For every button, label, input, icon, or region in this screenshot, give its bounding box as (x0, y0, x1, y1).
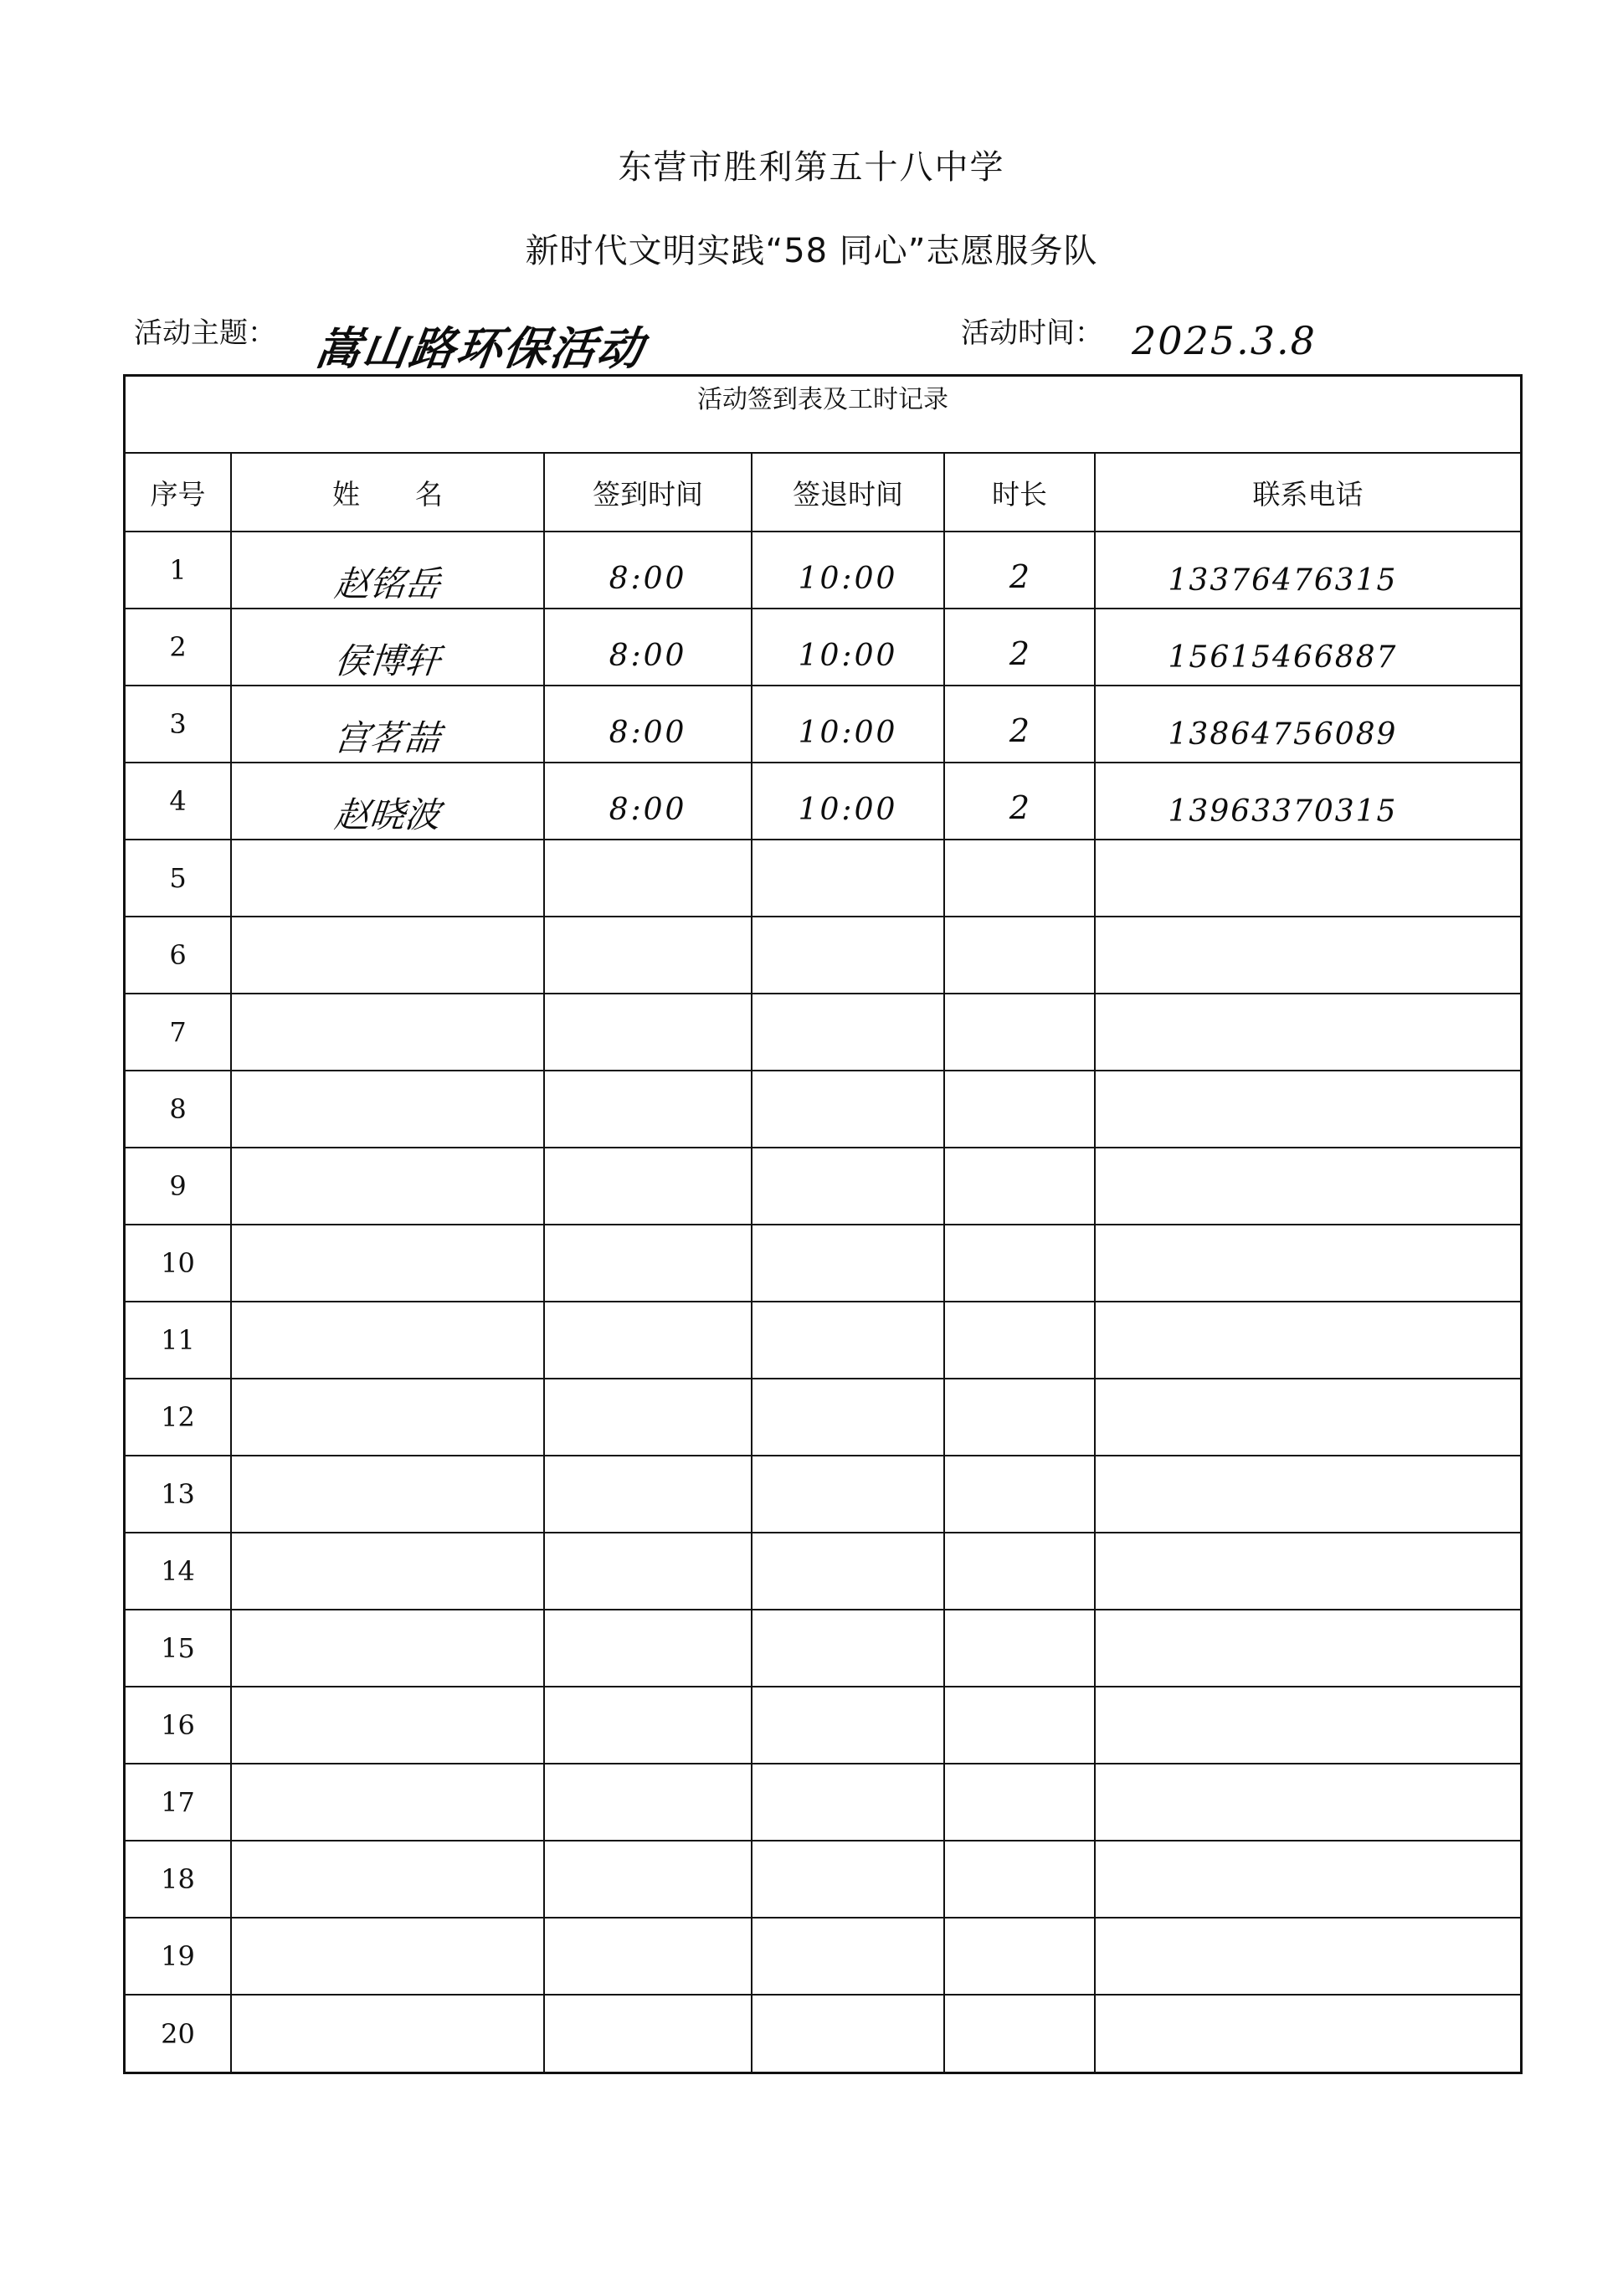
check-in-cell (544, 1533, 752, 1610)
sign-in-sheet (123, 374, 1523, 2074)
name-cell-text: 侯博轩 (332, 640, 443, 681)
check-in-cell (544, 1610, 752, 1687)
check-out-cell (752, 840, 944, 917)
row-number: 19 (126, 1918, 231, 1995)
table-body (126, 532, 1520, 2072)
header-no: 序号 (126, 454, 231, 532)
duration-cell-text: 2 (1009, 789, 1030, 826)
table-row (126, 994, 1520, 1071)
row-number: 16 (126, 1687, 231, 1764)
check-out-cell (752, 1687, 944, 1764)
time-value: 2025.3.8 (1132, 318, 1317, 363)
check-out-cell (752, 1533, 944, 1610)
check-in-cell (544, 840, 752, 917)
table-row (126, 532, 1520, 609)
table-row (126, 1379, 1520, 1456)
table-row (126, 1302, 1520, 1379)
phone-cell-text: 13864756089 (1168, 717, 1398, 752)
check-in-cell (544, 1764, 752, 1841)
name-cell (231, 1687, 544, 1764)
row-number: 2 (126, 609, 231, 686)
name-cell (231, 994, 544, 1071)
name-cell (231, 1918, 544, 1995)
name-cell (231, 1225, 544, 1302)
header-check-in: 签到时间 (544, 454, 752, 532)
check-in-cell (544, 1995, 752, 2072)
check-in-cell (544, 917, 752, 994)
team-title: 新时代文明实践“58 同心”志愿服务队 (525, 232, 1098, 270)
phone-cell (1095, 1764, 1520, 1841)
check-in-cell (544, 994, 752, 1071)
header-phone: 联系电话 (1095, 454, 1520, 532)
duration-cell (944, 840, 1095, 917)
phone-cell (1095, 1225, 1520, 1302)
table-row (126, 917, 1520, 994)
duration-cell (944, 1918, 1095, 1995)
name-cell-text: 赵铭岳 (332, 563, 443, 604)
duration-cell (944, 686, 1095, 763)
name-cell (231, 1379, 544, 1456)
topic-value: 嵩山路环保活动 (312, 321, 649, 375)
check-out-cell (752, 532, 944, 609)
phone-cell (1095, 917, 1520, 994)
duration-cell (944, 1764, 1095, 1841)
phone-cell (1095, 532, 1520, 609)
duration-cell (944, 532, 1095, 609)
duration-cell (944, 1379, 1095, 1456)
header-duration: 时长 (944, 454, 1095, 532)
sheet-caption: 活动签到表及工时记录 (126, 377, 1520, 454)
check-in-cell (544, 1071, 752, 1148)
check-out-cell (752, 1071, 944, 1148)
duration-cell (944, 917, 1095, 994)
row-number: 8 (126, 1071, 231, 1148)
duration-cell (944, 1302, 1095, 1379)
check-in-cell (544, 1225, 752, 1302)
duration-cell-text: 2 (1009, 712, 1030, 749)
table-row (126, 1456, 1520, 1533)
check-out-cell-text: 10:00 (798, 715, 898, 750)
table-row (126, 1841, 1520, 1918)
name-cell (231, 1610, 544, 1687)
row-number: 18 (126, 1841, 231, 1918)
check-in-cell (544, 532, 752, 609)
check-out-cell (752, 1841, 944, 1918)
check-out-cell (752, 917, 944, 994)
row-number: 9 (126, 1148, 231, 1225)
phone-cell (1095, 1610, 1520, 1687)
name-cell-text: 宫茗喆 (332, 717, 443, 758)
table-row (126, 840, 1520, 917)
header-check-out: 签退时间 (752, 454, 944, 532)
check-in-cell (544, 1456, 752, 1533)
check-out-cell (752, 1764, 944, 1841)
row-number: 12 (126, 1379, 231, 1456)
name-cell (231, 609, 544, 686)
check-in-cell-text: 8:00 (609, 638, 687, 673)
activity-meta (0, 310, 1623, 375)
check-in-cell (544, 1687, 752, 1764)
duration-cell-text: 2 (1009, 635, 1030, 672)
duration-cell (944, 1456, 1095, 1533)
check-out-cell (752, 609, 944, 686)
duration-cell (944, 1610, 1095, 1687)
row-number: 7 (126, 994, 231, 1071)
row-number: 13 (126, 1456, 231, 1533)
table-row (126, 1918, 1520, 1995)
duration-cell (944, 1225, 1095, 1302)
check-in-cell (544, 609, 752, 686)
check-out-cell (752, 1918, 944, 1995)
check-out-cell (752, 1456, 944, 1533)
check-in-cell (544, 1148, 752, 1225)
phone-cell (1095, 840, 1520, 917)
phone-cell-text: 15615466887 (1168, 639, 1398, 675)
table-row (126, 1148, 1520, 1225)
check-out-cell (752, 1610, 944, 1687)
table-row (126, 1225, 1520, 1302)
check-out-cell (752, 994, 944, 1071)
duration-cell (944, 763, 1095, 840)
row-number: 20 (126, 1995, 231, 2072)
phone-cell-text: 13376476315 (1168, 562, 1398, 598)
duration-cell (944, 1071, 1095, 1148)
table-row (126, 1610, 1520, 1687)
name-cell (231, 1533, 544, 1610)
check-in-cell-text: 8:00 (609, 715, 687, 750)
phone-cell (1095, 1302, 1520, 1379)
row-number: 10 (126, 1225, 231, 1302)
name-cell-text: 赵晓波 (332, 794, 443, 835)
phone-cell (1095, 1841, 1520, 1918)
phone-cell (1095, 609, 1520, 686)
check-out-cell (752, 686, 944, 763)
phone-cell (1095, 1533, 1520, 1610)
duration-cell (944, 1533, 1095, 1610)
row-number: 14 (126, 1533, 231, 1610)
school-title: 东营市胜利第五十八中学 (618, 148, 1005, 187)
name-cell (231, 1456, 544, 1533)
name-cell (231, 686, 544, 763)
name-cell (231, 1071, 544, 1148)
row-number: 3 (126, 686, 231, 763)
duration-cell (944, 1687, 1095, 1764)
table-row (126, 609, 1520, 686)
check-out-cell (752, 1302, 944, 1379)
check-out-cell (752, 1995, 944, 2072)
duration-cell (944, 1148, 1095, 1225)
name-cell (231, 1148, 544, 1225)
phone-cell (1095, 1456, 1520, 1533)
phone-cell (1095, 1995, 1520, 2072)
table-row (126, 1687, 1520, 1764)
name-cell (231, 1764, 544, 1841)
name-cell (231, 1995, 544, 2072)
phone-cell (1095, 1071, 1520, 1148)
row-number: 4 (126, 763, 231, 840)
name-cell (231, 917, 544, 994)
check-in-cell (544, 1841, 752, 1918)
row-number: 17 (126, 1764, 231, 1841)
row-number: 6 (126, 917, 231, 994)
name-cell (231, 840, 544, 917)
phone-cell (1095, 994, 1520, 1071)
check-in-cell (544, 1379, 752, 1456)
duration-cell (944, 994, 1095, 1071)
sign-in-table (126, 454, 1520, 2072)
phone-cell (1095, 1918, 1520, 1995)
check-in-cell (544, 763, 752, 840)
time-label: 活动时间： (961, 316, 1103, 350)
header-name: 姓 名 (231, 454, 544, 532)
table-row (126, 763, 1520, 840)
check-out-cell-text: 10:00 (798, 638, 898, 673)
row-number: 11 (126, 1302, 231, 1379)
row-number: 1 (126, 532, 231, 609)
duration-cell (944, 1995, 1095, 2072)
phone-cell (1095, 1379, 1520, 1456)
name-cell (231, 1302, 544, 1379)
row-number: 15 (126, 1610, 231, 1687)
row-number: 5 (126, 840, 231, 917)
check-in-cell-text: 8:00 (609, 561, 687, 596)
phone-cell-text: 13963370315 (1168, 794, 1398, 829)
check-out-cell (752, 1379, 944, 1456)
name-cell (231, 1841, 544, 1918)
check-in-cell (544, 1302, 752, 1379)
header-row (126, 454, 1520, 532)
table-row (126, 1533, 1520, 1610)
phone-cell (1095, 1148, 1520, 1225)
name-cell (231, 532, 544, 609)
check-in-cell (544, 686, 752, 763)
table-row (126, 686, 1520, 763)
topic-label: 活动主题： (134, 316, 276, 350)
check-out-cell-text: 10:00 (798, 561, 898, 596)
phone-cell (1095, 1687, 1520, 1764)
phone-cell (1095, 763, 1520, 840)
check-in-cell (544, 1918, 752, 1995)
check-out-cell (752, 1148, 944, 1225)
duration-cell-text: 2 (1009, 558, 1030, 595)
check-in-cell-text: 8:00 (609, 792, 687, 827)
duration-cell (944, 609, 1095, 686)
check-out-cell (752, 763, 944, 840)
duration-cell (944, 1841, 1095, 1918)
table-row (126, 1764, 1520, 1841)
phone-cell (1095, 686, 1520, 763)
table-row (126, 1071, 1520, 1148)
name-cell (231, 763, 544, 840)
table-row (126, 1995, 1520, 2072)
check-out-cell (752, 1225, 944, 1302)
check-out-cell-text: 10:00 (798, 792, 898, 827)
